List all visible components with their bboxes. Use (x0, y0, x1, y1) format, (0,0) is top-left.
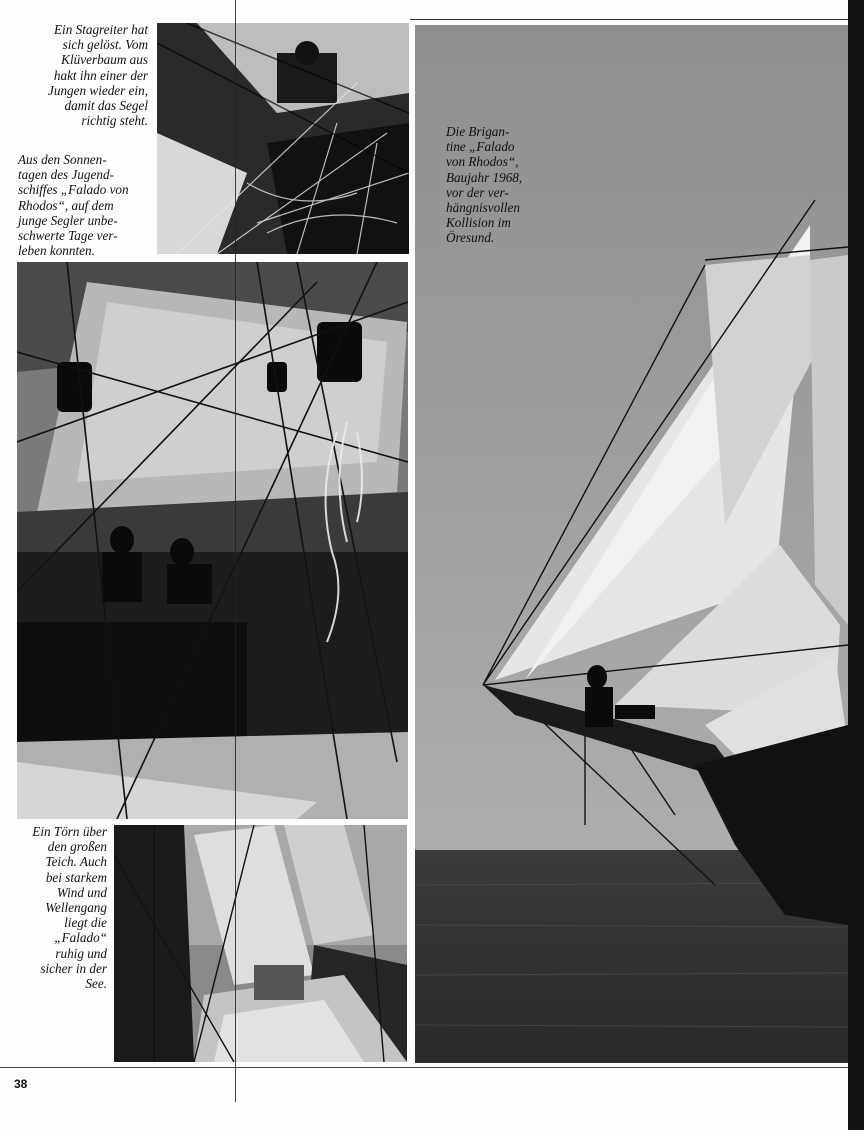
caption-toern: Ein Törn über den großen Teich. Auch bei starkem Wind und Wellengang liegt die „Falado“ ruhig und sicher in der See. (32, 824, 107, 992)
caption-stagreiter: Ein Stagreiter hat sich gelöst. Vom Klüverbaum aus hakt ihn einer der Jungen wieder ein, damit das Segel richtig steht. (48, 22, 148, 129)
bottom-rule (0, 1067, 848, 1068)
page-number: 38 (14, 1077, 28, 1091)
page-fold-line (235, 0, 236, 1102)
sails-photo (114, 825, 407, 1062)
deck-photo (17, 262, 408, 819)
caption-brigantine: Die Brigan- tine „Falado von Rhodos“, Baujahr 1968, vor der ver- hängnisvollen Kollision im Öresund. (446, 124, 523, 246)
bowsprit-photo (157, 23, 409, 254)
page-edge-shadow (848, 0, 864, 1130)
top-rule (410, 19, 850, 20)
caption-sonnentage: Aus den Sonnen- tagen des Jugend- schiffes „Falado von Rhodos“, auf dem junge Segler unbe- schwerte Tage ver- leben konnten. (18, 152, 129, 259)
